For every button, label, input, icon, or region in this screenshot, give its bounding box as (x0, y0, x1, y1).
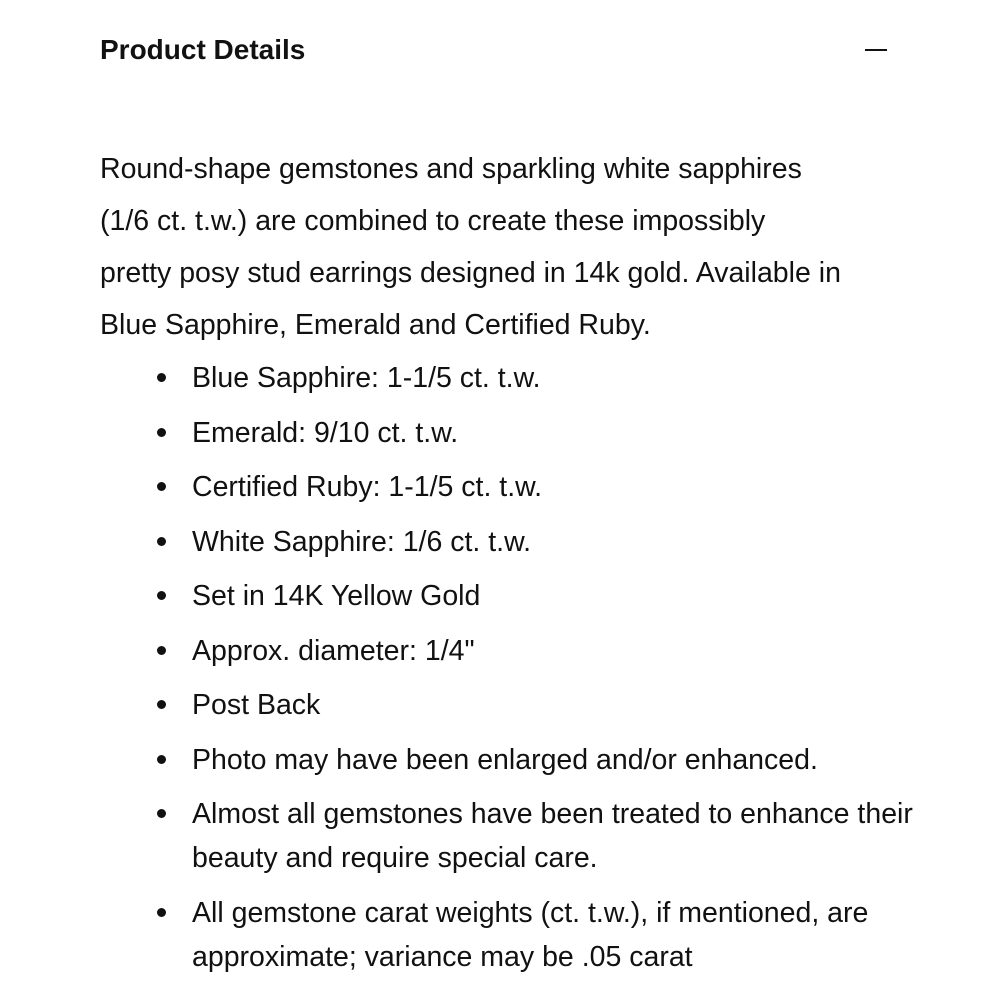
spec-item (100, 683, 940, 727)
spec-text: Photo may have been enlarged and/or enhanced. (192, 743, 818, 776)
bullet-icon (157, 482, 166, 491)
spec-text: Emerald: 9/10 ct. t.w. (192, 416, 459, 449)
spec-item (100, 792, 940, 880)
spec-item (100, 520, 940, 564)
product-description: Round-shape gemstones and sparkling white sapphires (1/6 ct. t.w.) are combined to create these impossibly pretty posy stud earrings designed in 14k gold. Available in Blue Sapphire, Emerald and Certified Ruby. (100, 153, 841, 341)
spec-text: All gemstone carat weights (ct. t.w.), if mentioned, are approximate; variance may be .05 carat (192, 896, 869, 973)
spec-item (100, 574, 940, 618)
collapse-toggle-button[interactable] (862, 36, 890, 64)
bullet-icon (157, 646, 166, 655)
bullet-icon (157, 428, 166, 437)
bullet-icon (157, 373, 166, 382)
spec-text: Post Back (192, 689, 321, 721)
spec-text: Set in 14K Yellow Gold (192, 580, 481, 612)
spec-item (100, 465, 940, 509)
spec-text: Almost all gemstones have been treated to enhance their beauty and require special care. (192, 798, 913, 874)
bullet-icon (157, 537, 166, 546)
bullet-icon (157, 809, 166, 818)
bullet-icon (157, 700, 166, 709)
spec-item (100, 629, 940, 673)
spec-item (100, 738, 940, 782)
spec-item (100, 891, 940, 979)
spec-item (100, 411, 940, 455)
spec-text: Blue Sapphire: 1-1/5 ct. t.w. (192, 362, 541, 394)
bullet-icon (157, 755, 166, 764)
spec-text: Certified Ruby: 1-1/5 ct. t.w. (192, 471, 543, 503)
product-spec-list (100, 356, 940, 989)
spec-item (100, 356, 940, 400)
bullet-icon (157, 908, 166, 917)
minus-icon (865, 49, 887, 51)
spec-text: White Sapphire: 1/6 ct. t.w. (192, 525, 531, 558)
section-title: Product Details (100, 34, 306, 65)
product-details-header[interactable] (100, 30, 890, 70)
bullet-icon (157, 591, 166, 600)
spec-text: Approx. diameter: 1/4" (192, 634, 475, 667)
